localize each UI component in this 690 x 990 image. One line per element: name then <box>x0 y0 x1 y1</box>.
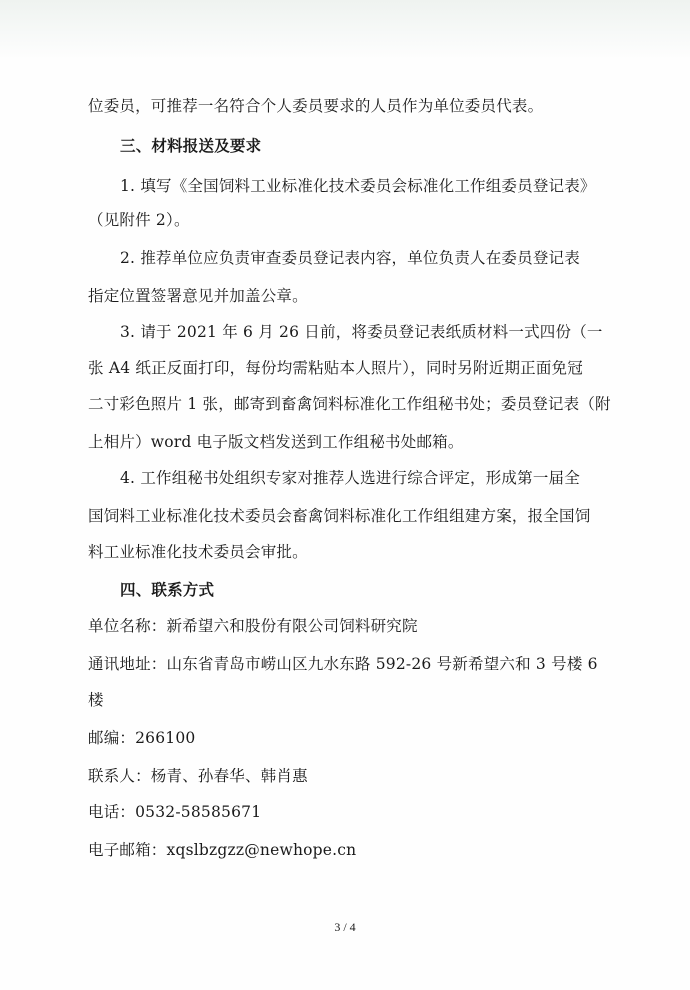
page-number: 3 / 4 <box>334 920 356 934</box>
text-line: 国饲料工业标准化技术委员会畜禽饲料标准化工作组组建方案，报全国饲 <box>88 507 591 525</box>
text-line: 4. 工作组秘书处组织专家对推荐人选进行综合评定，形成第一届全 <box>120 469 580 487</box>
section-heading: 四、联系方式 <box>120 580 215 599</box>
contact-postcode: 邮编：266100 <box>88 729 196 747</box>
contact-address: 通讯地址：山东省青岛市崂山区九水东路 592-26 号新希望六和 3 号楼 6 <box>88 655 598 673</box>
contact-org: 单位名称：新希望六和股份有限公司饲料研究院 <box>88 617 418 635</box>
text-line: 1. 填写《全国饲料工业标准化技术委员会标准化工作组委员登记表》 <box>120 177 596 195</box>
text-line: 3. 请于 2021 年 6 月 26 日前，将委员登记表纸质材料一式四份（一 <box>120 323 603 341</box>
scan-shading <box>0 0 690 60</box>
contact-email: 电子邮箱：xqslbzgzz@newhope.cn <box>88 841 357 859</box>
text-line: 张 A4 纸正反面打印，每份均需粘贴本人照片），同时另附近期正面免冠 <box>88 359 583 377</box>
contact-phone: 电话：0532-58585671 <box>88 803 262 821</box>
text-line: （见附件 2）。 <box>88 211 190 229</box>
section-heading: 三、材料报送及要求 <box>120 136 262 155</box>
text-line: 二寸彩色照片 1 张，邮寄到畜禽饲料标准化工作组秘书处；委员登记表（附 <box>88 395 611 413</box>
contact-address-cont: 楼 <box>88 691 104 709</box>
text-line: 料工业标准化技术委员会审批。 <box>88 543 308 561</box>
text-line: 2. 推荐单位应负责审查委员登记表内容，单位负责人在委员登记表 <box>120 249 580 267</box>
text-line: 位委员，可推荐一名符合个人委员要求的人员作为单位委员代表。 <box>88 97 544 115</box>
text-line: 上相片）word 电子版文档发送到工作组秘书处邮箱。 <box>88 433 464 451</box>
contact-persons: 联系人：杨青、孙春华、韩肖惠 <box>88 767 308 785</box>
text-line: 指定位置签署意见并加盖公章。 <box>88 287 308 305</box>
